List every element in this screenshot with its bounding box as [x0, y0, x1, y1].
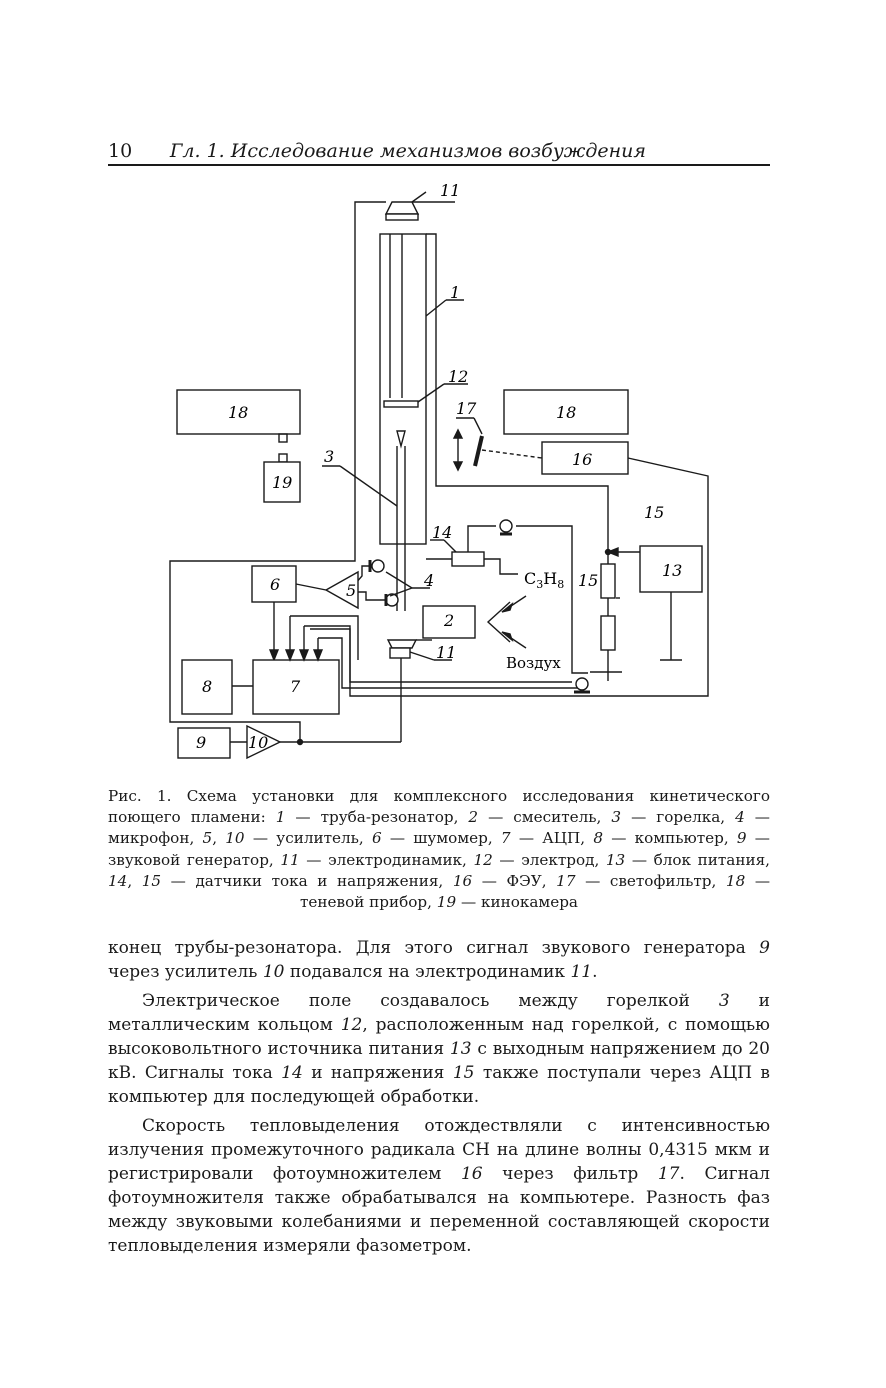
label-19: 19 [272, 473, 293, 492]
label-7: 7 [290, 677, 301, 696]
label-18-left: 18 [228, 403, 249, 422]
figure-setup-diagram [150, 176, 730, 766]
label-15-side: 15 [578, 571, 599, 590]
electrode-ring-12 [384, 401, 418, 407]
label-8: 8 [202, 677, 213, 696]
label-6: 6 [270, 575, 281, 594]
resonator-tube [380, 234, 426, 544]
label-10: 10 [248, 733, 269, 752]
paragraph-2: Электрическое поле создавалось между горелкой 3 и металлическим кольцом 12, расположенным над горелкой, с помощью высоковольтного источника питания 13 с выходным напряжением до 20 кВ. Сигналы тока 14 и напряжения 15 также поступали через АЦП в компьютер для последующей обработки. [108, 991, 770, 1107]
label-11-top: 11 [440, 181, 461, 200]
voltage-sensor-15 [601, 564, 615, 598]
current-sensor-14 [452, 552, 484, 566]
air-label: Воздух [506, 654, 561, 672]
label-15-top: 15 [644, 503, 665, 522]
paragraph-3: Скорость тепловыделения отождествляли с интенсивностью излучения промежуточного радикала CH на длине волны 0,4315 мкм и регистрировали фотоумножителем 16 через фильтр 17. Сигнал фотоумножителя также обрабатывался на компьютере. Разность фаз между звуковыми колебаниями и переменной составляющей скорости тепловыделения измеряли фазометром. [108, 1116, 770, 1256]
label-12: 12 [448, 367, 469, 386]
setup-schematic [150, 176, 730, 766]
burner-tip [397, 431, 405, 446]
microphone-4-upper [372, 560, 384, 572]
running-title: Гл. 1. Исследование механизмов возбуждения [169, 140, 646, 162]
propane-label: $C_3H_8$ [524, 569, 565, 591]
bottom-sensor [576, 678, 588, 690]
label-11-bottom: 11 [436, 643, 457, 662]
label-4: 4 [424, 571, 435, 590]
label-2: 2 [444, 611, 455, 630]
label-17: 17 [456, 399, 477, 418]
label-3: 3 [324, 447, 335, 466]
label-18-right: 18 [556, 403, 577, 422]
paragraph-1: конец трубы-резонатора. Для этого сигнал звукового генератора 9 через усилитель 10 подавался на электродинамик 11. [108, 938, 770, 982]
page-header [108, 138, 770, 166]
speaker-bottom-11 [388, 640, 416, 648]
label-9: 9 [196, 733, 207, 752]
label-1: 1 [450, 283, 461, 302]
label-13: 13 [662, 561, 683, 580]
page-number: 10 [108, 140, 133, 162]
label-16: 16 [572, 450, 593, 469]
label-14: 14 [432, 523, 453, 542]
speaker-top-11 [386, 202, 418, 214]
body-text [108, 936, 770, 1263]
figure-caption: Рис. 1. Схема установки для комплексного исследования кинетического поющего пламени: 1 — труба-резонатор, 2 — смеситель, 3 — горелка, 4 — микрофон, 5, 10 — усилитель, 6 — шумомер, 7 — АЦП, 8 — компьютер, 9 — звуковой генератор, 11 — электродинамик, 12 — электрод, 13 — блок питания, 14, 15 — датчики тока и напряжения, 16 — ФЭУ, 17 — светофильтр, 18 — теневой прибор, 19 — кинокамера [108, 787, 771, 912]
filter-17 [475, 436, 482, 466]
label-5: 5 [346, 581, 357, 600]
